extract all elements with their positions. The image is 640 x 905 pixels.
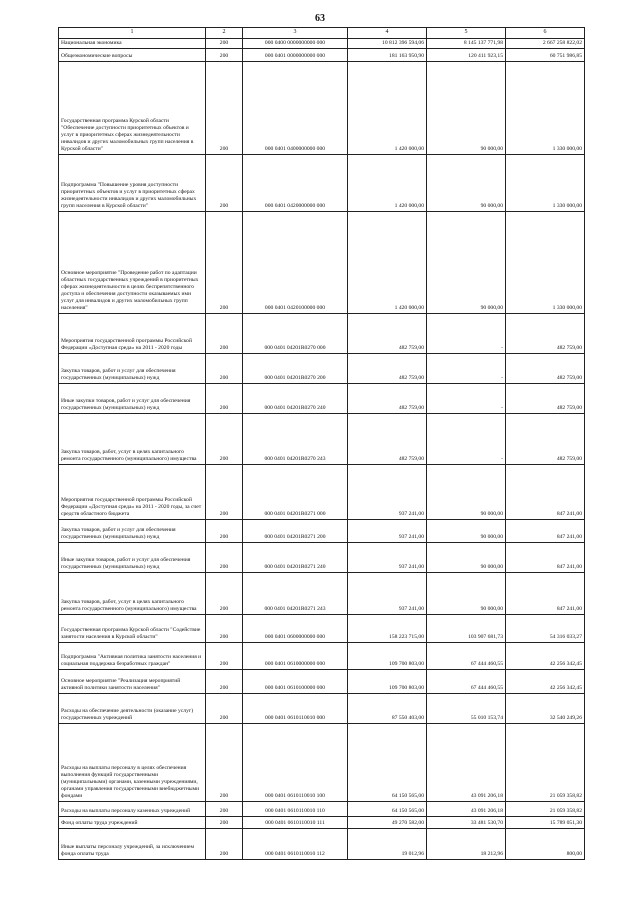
table-row xyxy=(59,48,585,61)
row-classification-code: 000 0401 0610000000 000 xyxy=(243,642,348,669)
row-classification-code: 000 0401 04201R0271 243 xyxy=(243,572,348,614)
table-row xyxy=(59,211,585,313)
table-row xyxy=(59,353,585,383)
table-row xyxy=(59,693,585,723)
row-value-col4: 64 150 565,00 xyxy=(348,723,427,801)
row-name: Основное мероприятие "Реализация мероприятий активной политики занятости населения" xyxy=(59,669,206,693)
table-row xyxy=(59,154,585,211)
row-value-col6: 482 759,00 xyxy=(506,313,585,353)
row-value-col4: 10 812 396 594,06 xyxy=(348,39,427,49)
row-classification-code: 000 0401 0610110010 000 xyxy=(243,693,348,723)
row-classification-code: 000 0401 04201R0270 240 xyxy=(243,383,348,413)
row-name: Закупка товаров, работ и услуг для обеспечения государственных (муниципальных) нужд xyxy=(59,353,206,383)
page-number: 63 xyxy=(315,13,325,24)
table-row xyxy=(59,519,585,542)
row-name: Закупка товаров, работ, услуг в целях капитального ремонта государственного (муниципального) имущества xyxy=(59,572,206,614)
row-name: Фонд оплаты труда учреждений xyxy=(59,816,206,828)
row-classification-code: 000 0401 0600000000 000 xyxy=(243,614,348,642)
row-name: Национальная экономика xyxy=(59,39,206,49)
row-value-col6: 21 059 358,82 xyxy=(506,801,585,816)
table-row xyxy=(59,828,585,859)
column-header-3: 3 xyxy=(243,28,348,39)
row-value-col5: 18 212,96 xyxy=(427,828,506,859)
row-classification-code: 000 0401 0610110010 110 xyxy=(243,801,348,816)
row-code: 200 xyxy=(206,313,243,353)
row-value-col4: 937 241,00 xyxy=(348,572,427,614)
row-classification-code: 000 0401 04201R0270 243 xyxy=(243,413,348,464)
row-value-col5: 67 444 460,55 xyxy=(427,642,506,669)
row-code: 200 xyxy=(206,39,243,49)
row-code: 200 xyxy=(206,61,243,154)
row-classification-code: 000 0401 04201R0271 240 xyxy=(243,542,348,572)
row-value-col5: 90 000,00 xyxy=(427,542,506,572)
row-classification-code: 000 0401 0610110010 111 xyxy=(243,816,348,828)
table-row xyxy=(59,542,585,572)
row-classification-code: 000 0401 0610100000 000 xyxy=(243,669,348,693)
row-value-col6: 482 759,00 xyxy=(506,413,585,464)
row-name: Иные закупки товаров, работ и услуг для обеспечения государственных (муниципальных) нужд xyxy=(59,542,206,572)
row-name: Мероприятия государственной программы Российской Федерации «Доступная среда» на 2011 - 2020 годы, за счет средств областного бюджета xyxy=(59,464,206,519)
row-name: Закупка товаров, работ и услуг для обеспечения государственных (муниципальных) нужд xyxy=(59,519,206,542)
table-body xyxy=(59,39,585,860)
row-code: 200 xyxy=(206,614,243,642)
row-code: 200 xyxy=(206,572,243,614)
row-code: 200 xyxy=(206,353,243,383)
row-value-col6: 847 241,00 xyxy=(506,464,585,519)
row-value-col4: 1 420 000,00 xyxy=(348,211,427,313)
row-value-col5: 33 481 530,70 xyxy=(427,816,506,828)
row-value-col5: 90 000,00 xyxy=(427,211,506,313)
row-value-col5: 103 907 681,73 xyxy=(427,614,506,642)
table-row xyxy=(59,642,585,669)
row-name: Государственная программа Курской области "Обеспечение доступности приоритетных объектов и услуг в приоритетных сферах жизнедеятельности инвалидов и других маломобильных групп населения в Курской области" xyxy=(59,61,206,154)
row-name: Основное мероприятие "Проведение работ по адаптации областных государственных учреждений в приоритетных сферах жизнедеятельности в целях беспрепятственного доступа и обеспечения доступности оказываемых ими услуг для инвалидов и других маломобильных групп населения" xyxy=(59,211,206,313)
row-code: 200 xyxy=(206,828,243,859)
row-value-col5: - xyxy=(427,413,506,464)
row-value-col5: 90 000,00 xyxy=(427,464,506,519)
row-value-col4: 49 270 582,00 xyxy=(348,816,427,828)
column-header-6: 6 xyxy=(506,28,585,39)
row-code: 200 xyxy=(206,669,243,693)
row-classification-code: 000 0401 04201R0271 200 xyxy=(243,519,348,542)
row-value-col4: 482 759,00 xyxy=(348,353,427,383)
row-value-col5: - xyxy=(427,353,506,383)
row-value-col6: 42 256 342,45 xyxy=(506,669,585,693)
row-value-col4: 181 163 950,90 xyxy=(348,48,427,61)
row-code: 200 xyxy=(206,464,243,519)
table-row xyxy=(59,572,585,614)
row-value-col5: 120 411 923,15 xyxy=(427,48,506,61)
row-value-col4: 19 012,96 xyxy=(348,828,427,859)
table-row xyxy=(59,413,585,464)
row-value-col6: 482 759,00 xyxy=(506,353,585,383)
row-value-col6: 847 241,00 xyxy=(506,542,585,572)
row-value-col6: 15 789 051,30 xyxy=(506,816,585,828)
row-code: 200 xyxy=(206,723,243,801)
row-value-col6: 847 241,00 xyxy=(506,572,585,614)
row-value-col6: 847 241,00 xyxy=(506,519,585,542)
row-classification-code: 000 0401 0000000000 000 xyxy=(243,48,348,61)
table-row xyxy=(59,39,585,49)
table-row xyxy=(59,61,585,154)
row-value-col4: 937 241,00 xyxy=(348,464,427,519)
table-row xyxy=(59,669,585,693)
row-value-col6: 1 330 000,00 xyxy=(506,211,585,313)
row-value-col5: 90 000,00 xyxy=(427,519,506,542)
row-classification-code: 000 0401 0610110010 100 xyxy=(243,723,348,801)
table-row xyxy=(59,801,585,816)
table-row xyxy=(59,383,585,413)
row-name: Подпрограмма "Повышение уровня доступности приоритетных объектов и услуг в приоритетных сферах жизнедеятельности инвалидов и других маломобильных групп населения в Курской области" xyxy=(59,154,206,211)
table-row xyxy=(59,614,585,642)
row-classification-code: 000 0401 04201R0270 200 xyxy=(243,353,348,383)
row-value-col5: 90 000,00 xyxy=(427,154,506,211)
row-value-col5: 8 145 137 771,98 xyxy=(427,39,506,49)
row-classification-code: 000 0401 0400000000 000 xyxy=(243,61,348,154)
row-value-col5: 90 000,00 xyxy=(427,572,506,614)
column-header-5: 5 xyxy=(427,28,506,39)
row-value-col6: 42 256 342,45 xyxy=(506,642,585,669)
row-value-col4: 109 700 803,00 xyxy=(348,642,427,669)
row-name: Иные закупки товаров, работ и услуг для обеспечения государственных (муниципальных) нужд xyxy=(59,383,206,413)
row-value-col5: 55 010 153,74 xyxy=(427,693,506,723)
row-value-col4: 482 759,00 xyxy=(348,313,427,353)
row-value-col6: 1 330 000,00 xyxy=(506,154,585,211)
row-value-col6: 21 059 358,82 xyxy=(506,723,585,801)
row-classification-code: 000 0400 0000000000 000 xyxy=(243,39,348,49)
row-value-col4: 482 759,00 xyxy=(348,383,427,413)
row-classification-code: 000 0401 04201R0271 000 xyxy=(243,464,348,519)
row-classification-code: 000 0401 04201R0270 000 xyxy=(243,313,348,353)
table-row xyxy=(59,723,585,801)
row-value-col6: 60 751 986,85 xyxy=(506,48,585,61)
row-value-col4: 1 420 000,00 xyxy=(348,154,427,211)
row-value-col4: 158 223 715,00 xyxy=(348,614,427,642)
row-classification-code: 000 0401 0610110010 112 xyxy=(243,828,348,859)
row-value-col6: 2 667 258 822,02 xyxy=(506,39,585,49)
row-value-col6: 1 330 000,00 xyxy=(506,61,585,154)
table-header-row xyxy=(59,28,585,39)
table-row xyxy=(59,464,585,519)
row-value-col4: 64 150 565,00 xyxy=(348,801,427,816)
row-code: 200 xyxy=(206,154,243,211)
column-header-1: 1 xyxy=(59,28,206,39)
row-value-col6: 32 540 249,26 xyxy=(506,693,585,723)
row-code: 200 xyxy=(206,693,243,723)
row-name: Общеэкономические вопросы xyxy=(59,48,206,61)
column-header-4: 4 xyxy=(348,28,427,39)
budget-execution-table xyxy=(58,27,585,860)
row-name: Иные выплаты персоналу учреждений, за исключением фонда оплаты труда xyxy=(59,828,206,859)
row-value-col5: - xyxy=(427,313,506,353)
table-row xyxy=(59,816,585,828)
column-header-2: 2 xyxy=(206,28,243,39)
row-name: Расходы на выплаты персоналу в целях обеспечения выполнения функций государственными (муниципальными) органами, казенными учреждениями, органами управления государственными внебюджетными фондами xyxy=(59,723,206,801)
row-value-col4: 109 700 803,00 xyxy=(348,669,427,693)
row-value-col4: 1 420 000,00 xyxy=(348,61,427,154)
row-value-col5: 90 000,00 xyxy=(427,61,506,154)
row-code: 200 xyxy=(206,801,243,816)
row-code: 200 xyxy=(206,816,243,828)
row-code: 200 xyxy=(206,413,243,464)
row-value-col4: 937 241,00 xyxy=(348,542,427,572)
table-row xyxy=(59,313,585,353)
row-value-col6: 482 759,00 xyxy=(506,383,585,413)
row-code: 200 xyxy=(206,211,243,313)
row-value-col5: 43 091 206,18 xyxy=(427,723,506,801)
row-name: Мероприятия государственной программы Российской Федерации «Доступная среда» на 2011 - 2020 годы xyxy=(59,313,206,353)
row-name: Расходы на выплаты персоналу казенных учреждений xyxy=(59,801,206,816)
row-value-col5: 67 444 460,55 xyxy=(427,669,506,693)
row-classification-code: 000 0401 0420000000 000 xyxy=(243,154,348,211)
row-value-col4: 937 241,00 xyxy=(348,519,427,542)
row-code: 200 xyxy=(206,48,243,61)
row-code: 200 xyxy=(206,642,243,669)
row-code: 200 xyxy=(206,542,243,572)
row-value-col4: 87 550 403,00 xyxy=(348,693,427,723)
row-code: 200 xyxy=(206,519,243,542)
row-value-col6: 54 316 033,27 xyxy=(506,614,585,642)
row-classification-code: 000 0401 0420100000 000 xyxy=(243,211,348,313)
row-name: Подпрограмма "Активная политика занятости населения и социальная поддержка безработных граждан" xyxy=(59,642,206,669)
row-name: Закупка товаров, работ, услуг в целях капитального ремонта государственного (муниципального) имущества xyxy=(59,413,206,464)
row-name: Государственная программа Курской области "Содействие занятости населения в Курской области" xyxy=(59,614,206,642)
row-value-col5: - xyxy=(427,383,506,413)
row-name: Расходы на обеспечение деятельности (оказание услуг) государственных учреждений xyxy=(59,693,206,723)
row-code: 200 xyxy=(206,383,243,413)
row-value-col5: 43 091 206,18 xyxy=(427,801,506,816)
row-value-col4: 482 759,00 xyxy=(348,413,427,464)
row-value-col6: 800,00 xyxy=(506,828,585,859)
